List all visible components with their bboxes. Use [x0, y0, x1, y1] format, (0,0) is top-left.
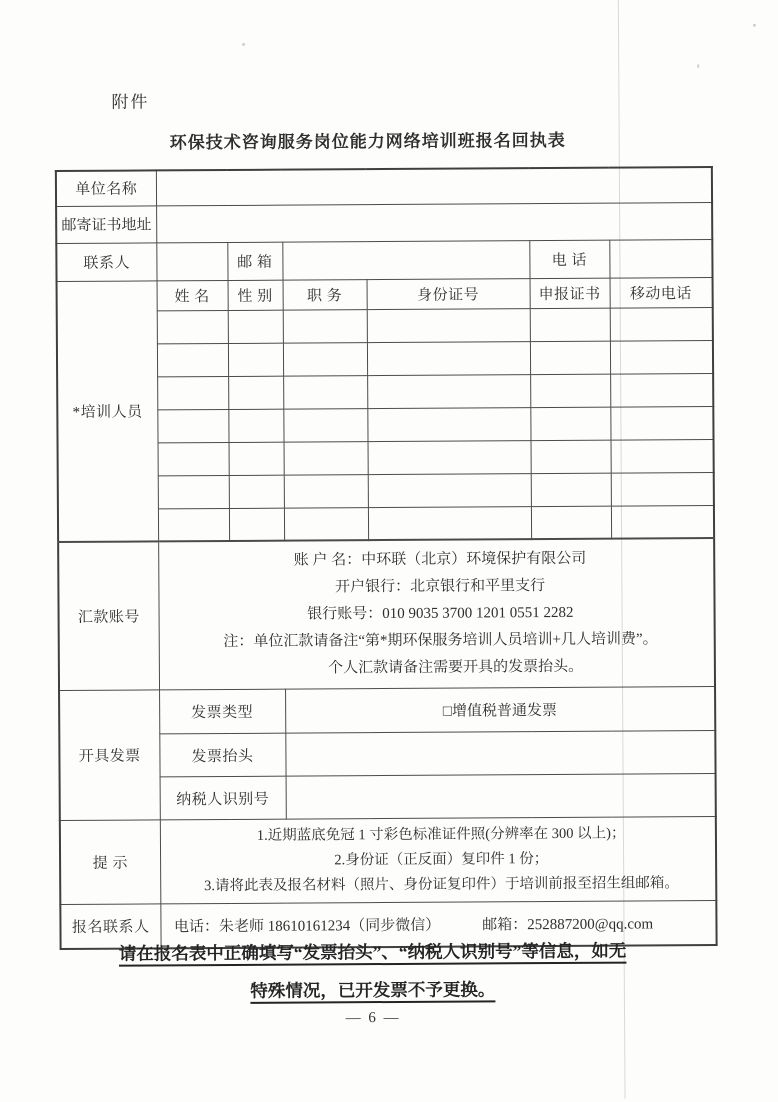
column-header-certificate: 申报证书 [530, 278, 610, 308]
invoice-label: 开具发票 [59, 690, 160, 821]
empty-cell [367, 341, 530, 375]
empty-cell [367, 407, 530, 441]
registration-form-table [55, 166, 718, 950]
remittance-note-line2: 个人汇款请备注需要开具的发票抬头。 [328, 658, 584, 677]
empty-cell [367, 374, 530, 408]
footer-note-line1: 请在报名表中正确填写“发票抬头”、“纳税人识别号”等信息，如无 [118, 940, 627, 964]
contact-name-input-cell [156, 242, 227, 280]
empty-cell [610, 406, 713, 440]
empty-cell [368, 440, 531, 474]
remittance-row [58, 538, 715, 691]
scan-speck [242, 43, 245, 46]
empty-cell [530, 407, 610, 440]
remittance-account-number: 银行账号：010 9035 3700 1201 0551 2282 [307, 604, 574, 623]
empty-cell [531, 473, 611, 506]
empty-cell [284, 441, 368, 475]
scan-speck [697, 64, 699, 68]
tips-label: 提 示 [60, 820, 161, 905]
empty-cell [283, 408, 367, 442]
empty-cell [228, 343, 283, 376]
empty-cell [157, 310, 228, 343]
empty-cell [228, 310, 283, 343]
column-header-position: 职 务 [283, 279, 367, 310]
empty-cell [368, 506, 531, 540]
empty-cell [610, 340, 713, 374]
empty-cell [530, 308, 610, 341]
tip-item-2: 2.身份证（正反面）复印件 1 份； [334, 851, 549, 869]
empty-cell [610, 373, 713, 407]
invoice-type-label: 发票类型 [159, 689, 285, 734]
tip-item-3: 3.请将此表及报名材料（照片、身份证复印件）于培训前报至招生组邮箱。 [203, 875, 679, 895]
unit-name-label: 单位名称 [56, 170, 156, 206]
empty-cell [283, 375, 367, 409]
empty-cell [283, 342, 367, 376]
attachment-label: 附件 [111, 92, 150, 112]
taxpayer-id-input-cell [286, 774, 716, 820]
empty-cell [284, 507, 368, 541]
remittance-note-line1: 注：单位汇款请备注“第*期环保服务培训人员培训+几人培训费”。 [223, 631, 658, 651]
empty-cell [367, 308, 530, 342]
mail-address-input-cell [156, 202, 712, 242]
registration-contact-label: 报名联系人 [60, 904, 160, 949]
remittance-account-name: 账 户 名：中环联（北京）环境保护有限公司 [293, 550, 587, 569]
empty-cell [158, 475, 229, 508]
mail-address-label: 邮寄证书地址 [56, 205, 156, 243]
empty-cell [284, 474, 368, 508]
taxpayer-id-label: 纳税人识别号 [160, 776, 286, 820]
column-header-gender: 性 别 [228, 280, 283, 310]
column-header-id-number: 身份证号 [367, 278, 530, 309]
empty-cell [531, 506, 611, 539]
contact-phone-input-cell [609, 239, 712, 278]
empty-cell [228, 409, 283, 442]
remittance-label: 汇款账号 [58, 541, 159, 690]
invoice-type-row [59, 687, 715, 735]
empty-cell [283, 309, 367, 343]
empty-cell [530, 341, 610, 374]
empty-cell [228, 376, 283, 409]
contact-label: 联系人 [56, 242, 156, 281]
empty-cell [530, 374, 610, 407]
invoice-title-label: 发票抬头 [159, 733, 285, 777]
mail-address-row [56, 202, 712, 243]
contact-phone-label: 电 话 [529, 240, 609, 278]
contact-email-label: 邮 箱 [227, 242, 282, 280]
page-number: — 6 — [345, 1009, 401, 1027]
invoice-title-input-cell [285, 731, 715, 777]
document-title: 环保技术咨询服务岗位能力网络培训班报名回执表 [169, 130, 566, 153]
unit-name-row [56, 167, 712, 206]
column-header-name: 姓 名 [157, 280, 228, 310]
empty-cell [229, 475, 284, 508]
remittance-details [158, 538, 715, 690]
footer-note-line2: 特殊情况，已开发票不予更换。 [250, 979, 496, 1001]
empty-cell [531, 440, 611, 473]
registration-contact-phone: 电话：朱老师 18610161234（同步微信） [173, 917, 441, 936]
empty-cell [611, 505, 714, 539]
empty-cell [368, 473, 531, 507]
empty-cell [229, 442, 284, 475]
invoice-type-value: □增值税普通发票 [285, 687, 715, 734]
personnel-header-row [57, 277, 713, 311]
tips-row [60, 817, 717, 905]
contact-row [56, 239, 712, 281]
empty-cell [158, 442, 229, 475]
empty-cell [229, 508, 284, 541]
tips-content [160, 817, 717, 904]
unit-name-input-cell [156, 167, 712, 205]
registration-contact-email: 邮箱：252887200@qq.com [482, 916, 654, 934]
scan-speck [753, 24, 756, 27]
empty-cell [611, 472, 714, 506]
remittance-bank: 开户银行：北京银行和平里支行 [335, 578, 546, 596]
contact-email-input-cell [282, 240, 529, 280]
empty-cell [157, 343, 228, 376]
empty-cell [610, 307, 713, 341]
empty-cell [611, 439, 714, 473]
empty-cell [157, 376, 228, 409]
column-header-mobile: 移动电话 [610, 277, 713, 308]
tip-item-1: 1.近期蓝底免冠 1 寸彩色标准证件照(分辨率在 300 以上)； [256, 825, 626, 844]
trainees-label: *培训人员 [57, 280, 159, 542]
footer-note [3, 931, 743, 1012]
empty-cell [158, 508, 229, 541]
empty-cell [157, 409, 228, 442]
